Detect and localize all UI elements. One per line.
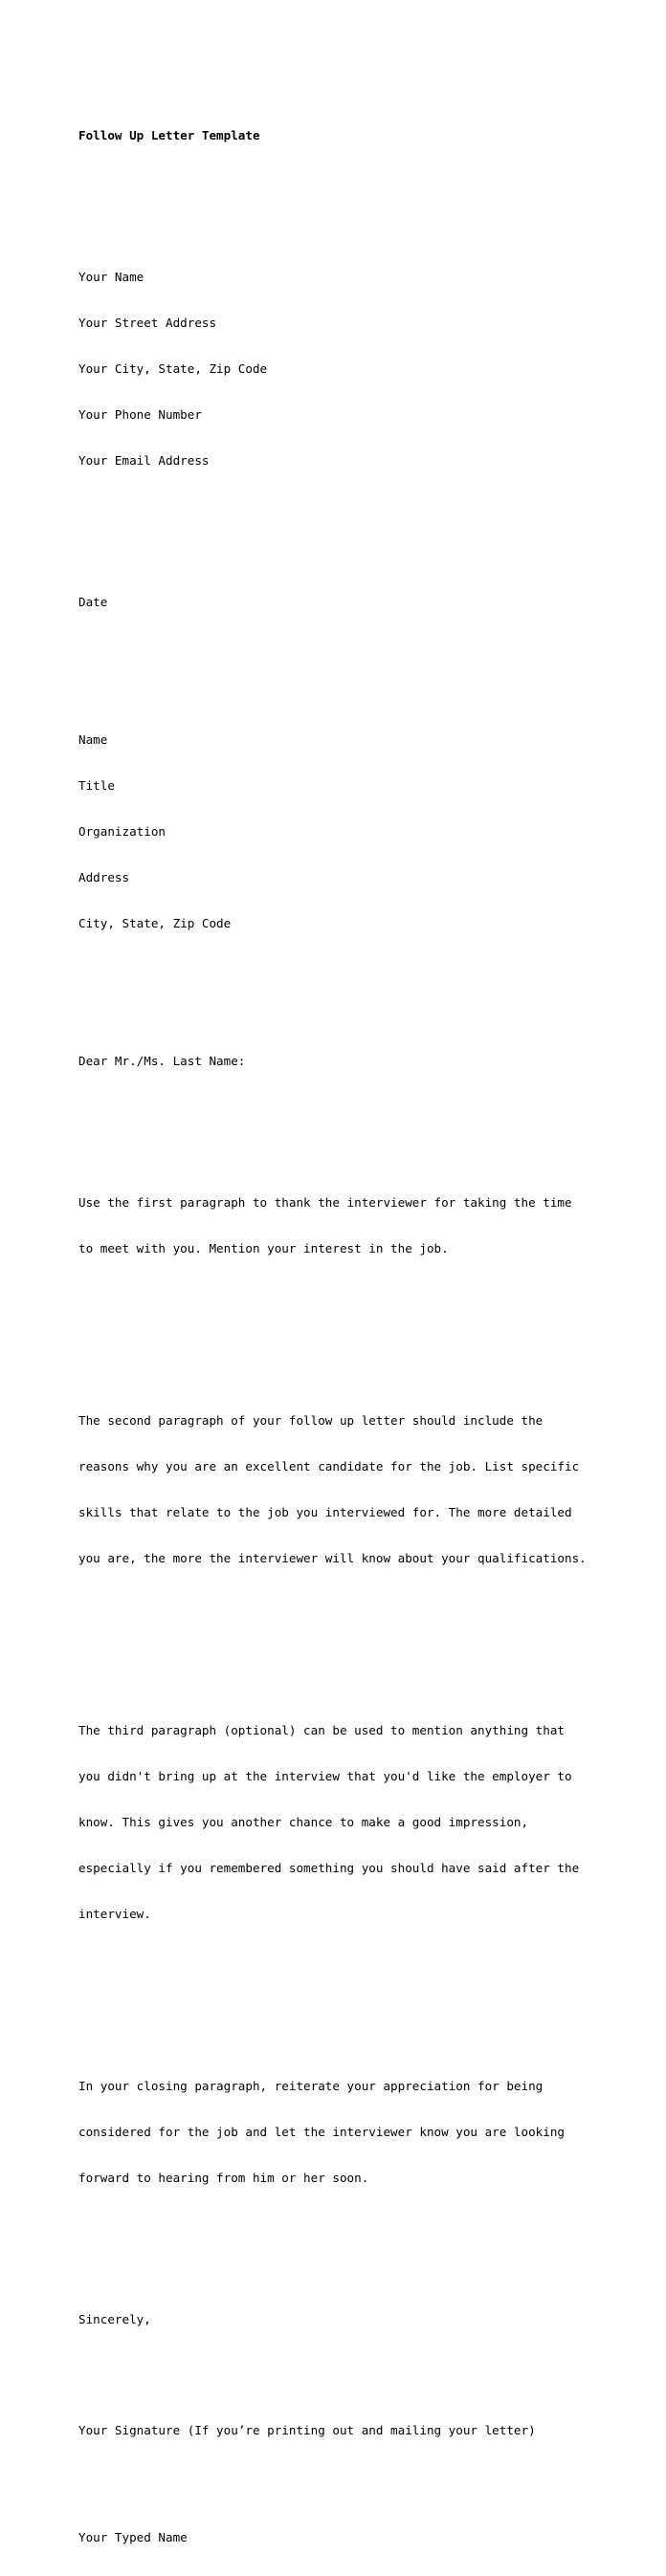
paragraph-line: The third paragraph (optional) can be used to mention anything that [78, 1723, 565, 1737]
paragraph-4 [78, 2048, 614, 2216]
letter-date: Date [78, 595, 108, 609]
sender-email: Your Email Address [78, 453, 210, 468]
paragraph-line: you didn't bring up at the interview that you'd like the employer to [78, 1769, 572, 1783]
paragraph-line: skills that relate to the job you interviewed for. The more detailed [78, 1505, 572, 1519]
paragraph-line: Use the first paragraph to thank the interviewer for taking the time [78, 1195, 572, 1210]
paragraph-3 [78, 1692, 614, 1953]
sender-phone: Your Phone Number [78, 407, 202, 422]
paragraph-line: The second paragraph of your follow up letter should include the [78, 1413, 544, 1428]
recipient-title: Title [78, 778, 115, 793]
paragraph-line: to meet with you. Mention your interest in the job. [78, 1241, 449, 1255]
letter-body [78, 98, 614, 2576]
typed-name: Your Typed Name [78, 2530, 188, 2544]
salutation: Dear Mr./Ms. Last Name: [78, 1054, 246, 1068]
recipient-name: Name [78, 732, 108, 747]
recipient-city-state-zip: City, State, Zip Code [78, 916, 232, 930]
recipient-organization: Organization [78, 824, 166, 839]
paragraph-2 [78, 1383, 614, 1597]
paragraph-line: In your closing paragraph, reiterate your appreciation for being [78, 2079, 544, 2093]
recipient-address [78, 702, 614, 962]
paragraph-line: you are, the more the interviewer will know about your qualifications. [78, 1551, 587, 1565]
paragraph-1 [78, 1165, 614, 1287]
sender-street: Your Street Address [78, 316, 217, 330]
document-title: Follow Up Letter Template [78, 128, 260, 142]
paragraph-line: know. This gives you another chance to make a good impression, [78, 1815, 529, 1829]
paragraph-line: considered for the job and let the interviewer know you are looking [78, 2125, 565, 2139]
sender-address [78, 239, 614, 499]
paragraph-line: especially if you remembered something you should have said after the [78, 1861, 580, 1875]
signature-line: Your Signature (If you’re printing out and mailing your letter) [78, 2423, 536, 2437]
sender-city-state-zip: Your City, State, Zip Code [78, 361, 268, 376]
paragraph-line: forward to hearing from him or her soon. [78, 2171, 369, 2185]
closing: Sincerely, [78, 2312, 151, 2326]
paragraph-line: interview. [78, 1907, 151, 1921]
recipient-address-line: Address [78, 870, 130, 884]
sender-name: Your Name [78, 270, 144, 284]
paragraph-line: reasons why you are an excellent candidate for the job. List specific [78, 1459, 580, 1474]
